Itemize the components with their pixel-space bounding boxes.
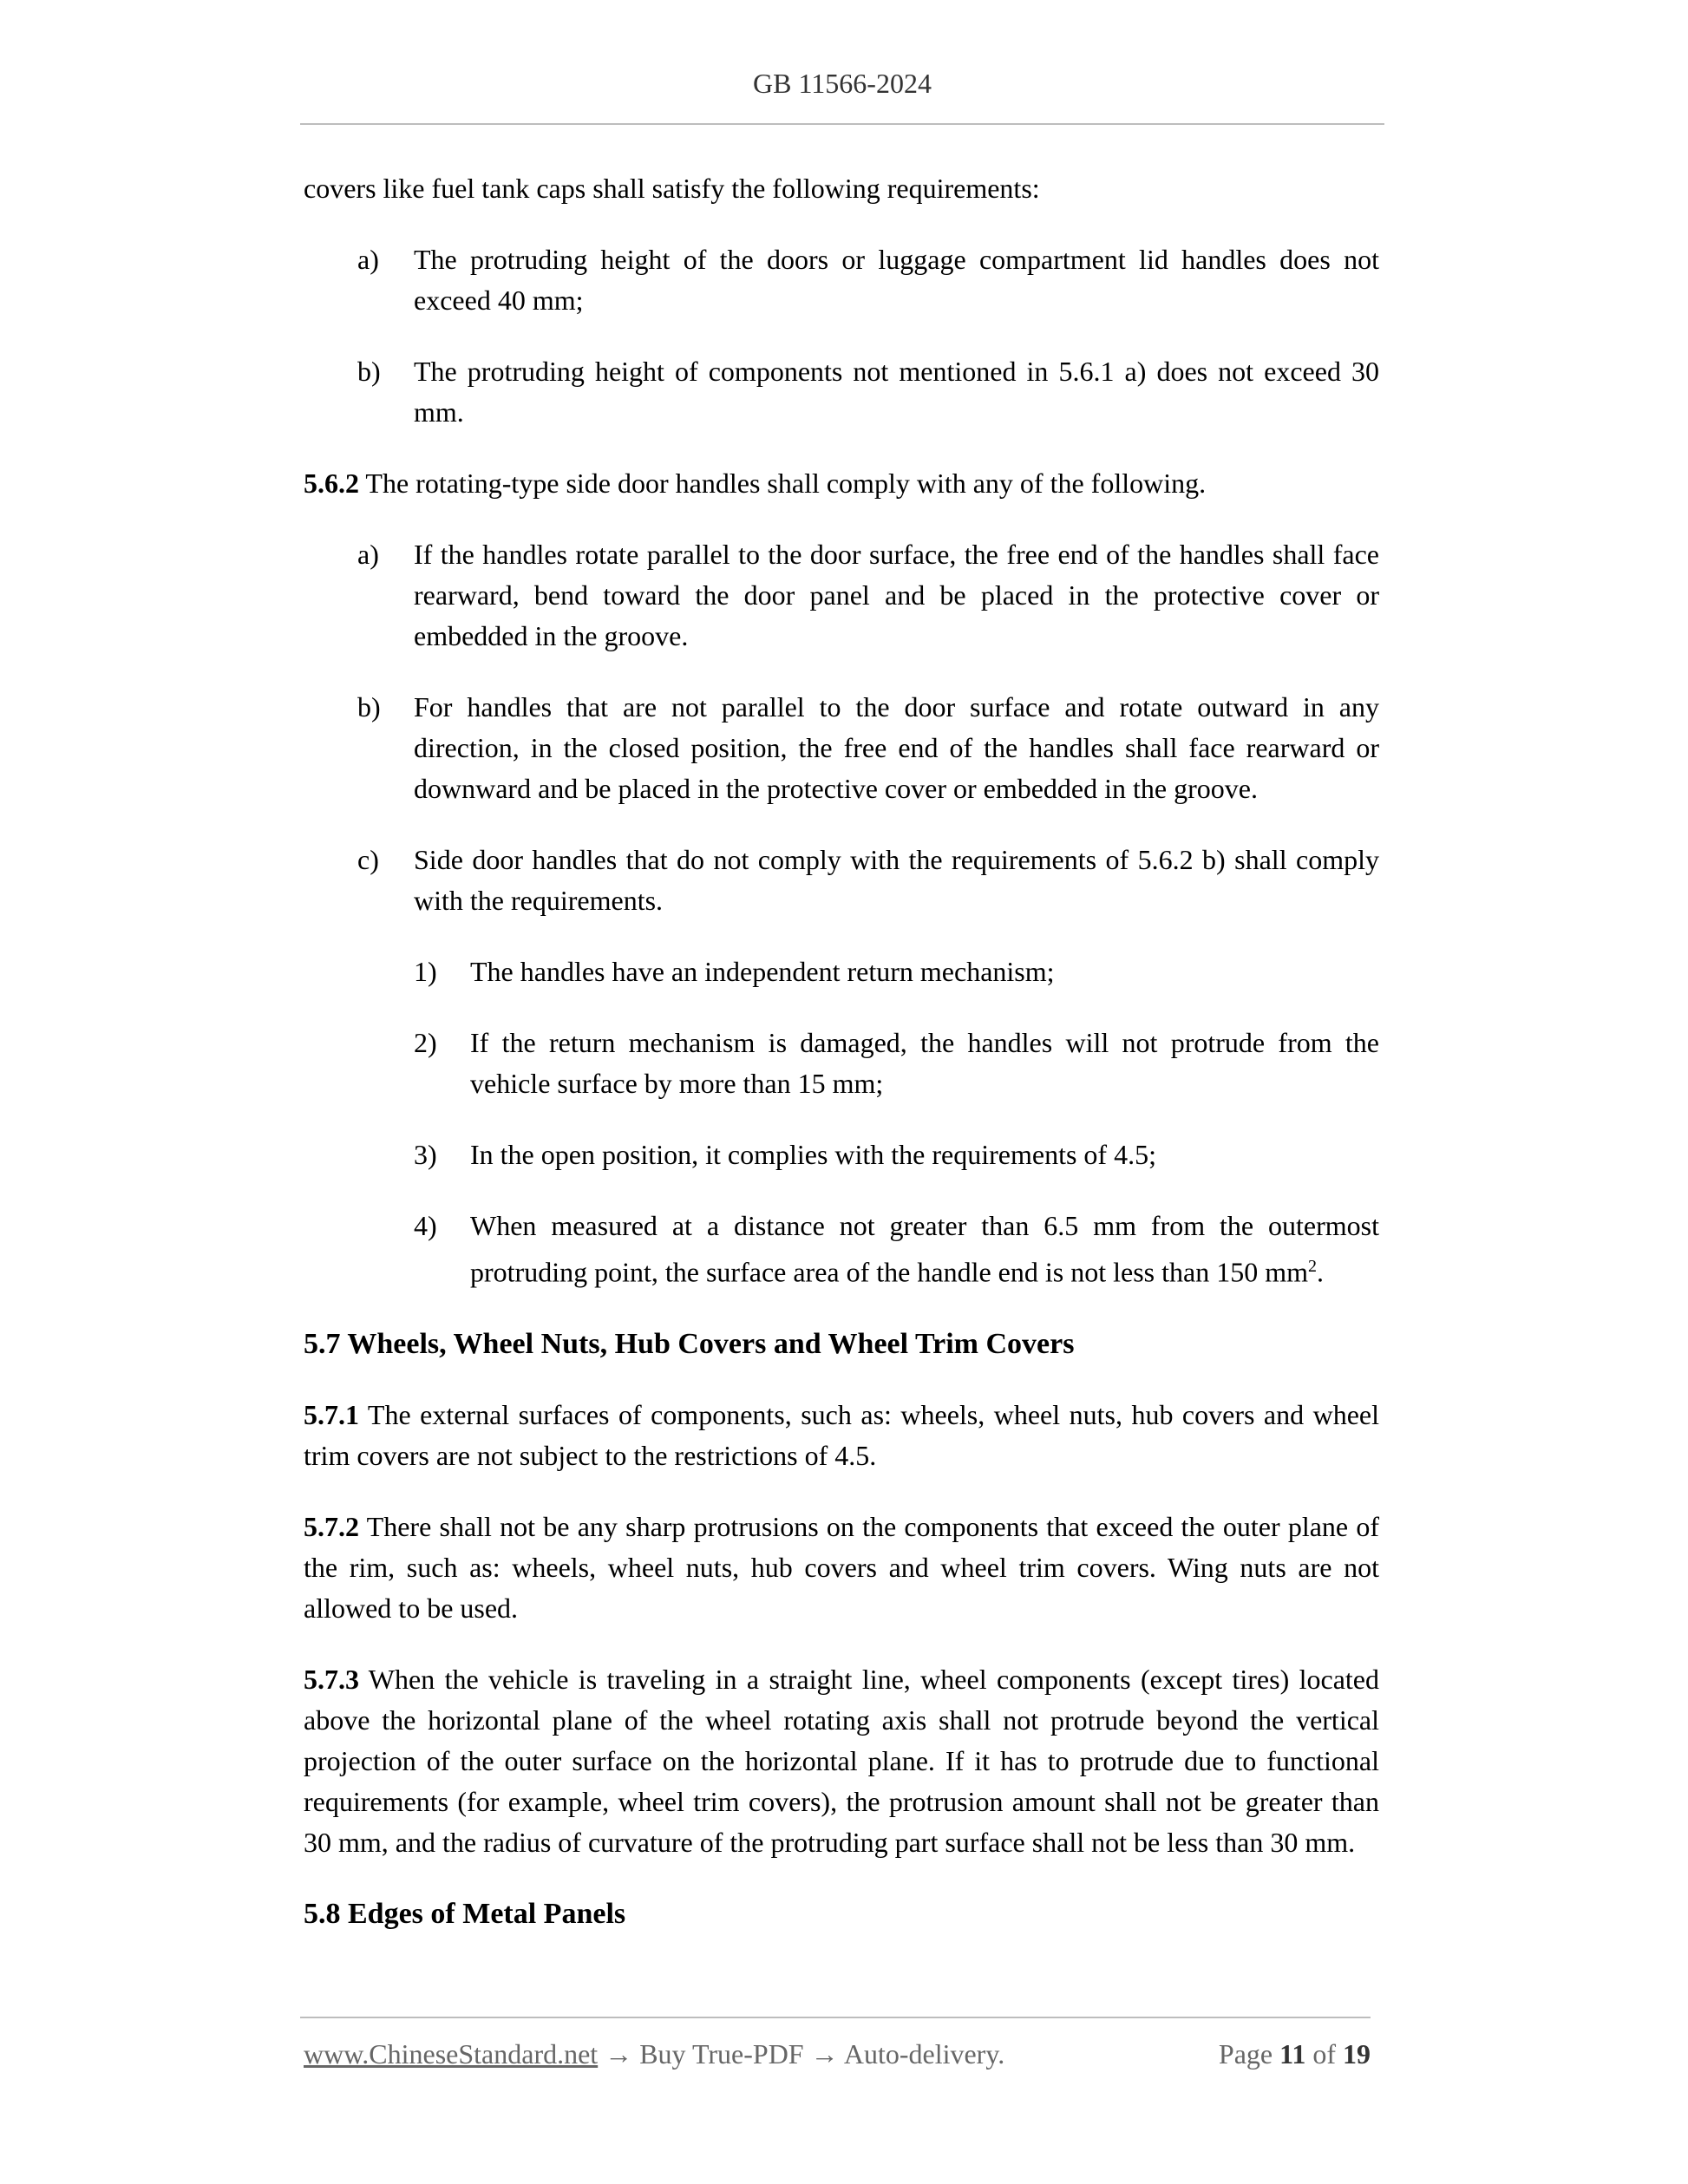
- list-marker: b): [357, 356, 381, 387]
- clause-5-6-2: [304, 463, 1379, 504]
- page-indicator: [1219, 2038, 1371, 2070]
- list-item-562-a: [357, 534, 1379, 657]
- website-link[interactable]: www.ChineseStandard.net: [304, 2038, 599, 2070]
- list-item-text: If the handles rotate parallel to the door surface, the free end of the handles shall face rearward, bend toward the door panel and be placed in the protective cover or embedded in the groove.: [414, 539, 1379, 651]
- footer-promo: [304, 2038, 1004, 2070]
- list-marker: 1): [414, 956, 437, 987]
- sublist-item-4: [414, 1206, 1379, 1293]
- clause-number: 5.7.1: [304, 1398, 359, 1430]
- sublist-item-3: [414, 1135, 1379, 1175]
- list-item-562-c: [357, 840, 1379, 921]
- list-marker: a): [357, 244, 379, 275]
- auto-delivery-text: Auto-delivery.: [843, 2038, 1005, 2070]
- sublist-item-2: [414, 1023, 1379, 1104]
- clause-5-7-1: [304, 1395, 1379, 1476]
- list-marker: 4): [414, 1210, 437, 1241]
- superscript-exponent: 2: [1307, 1257, 1317, 1276]
- clause-text: The rotating-type side door handles shall comply with any of the following.: [365, 468, 1207, 499]
- arrow-right-icon: →: [810, 2038, 839, 2070]
- clause-number: 5.7.2: [304, 1510, 359, 1542]
- list-item-text: For handles that are not parallel to the door surface and rotate outward in any direction, in the closed position, the free end of the handles shall face rearward or downward and be placed in the protective cover or embedded in the groove.: [414, 691, 1379, 804]
- clause-number: 5.7.3: [304, 1663, 359, 1695]
- page-footer: [304, 2038, 1371, 2070]
- list-item-text: The handles have an independent return mechanism;: [470, 956, 1055, 987]
- list-marker: a): [357, 539, 379, 570]
- page-of-label: of: [1312, 2038, 1336, 2070]
- list-item-text-end: .: [1316, 1256, 1324, 1288]
- list-item-561-a: [357, 239, 1379, 321]
- arrow-right-icon: →: [605, 2038, 633, 2070]
- clause-5-7-2: [304, 1507, 1379, 1629]
- footer-divider: [300, 2017, 1371, 2018]
- section-heading-5-7: 5.7 Wheels, Wheel Nuts, Hub Covers and Wheel Trim Covers: [304, 1327, 1075, 1360]
- list-item-561-b: [357, 351, 1379, 433]
- list-marker: c): [357, 844, 379, 875]
- running-header: GB 11566-2024: [753, 68, 932, 99]
- list-item-text: In the open position, it complies with the requirements of 4.5;: [470, 1139, 1156, 1170]
- page-body: [304, 168, 1379, 1965]
- clause-number: 5.6.2: [304, 468, 359, 499]
- list-marker: 2): [414, 1027, 437, 1058]
- section-heading-5-8: 5.8 Edges of Metal Panels: [304, 1897, 626, 1930]
- page-label: Page: [1218, 2038, 1273, 2070]
- sublist-item-1: [414, 951, 1379, 992]
- list-marker: 3): [414, 1139, 437, 1170]
- list-item-text: [470, 1206, 1379, 1293]
- clause-text: There shall not be any sharp protrusions on the components that exceed the outer plane of the rim, such as: wheels, wheel nuts, hub covers and wheel trim covers. Wing nuts are not allowed to be used.: [304, 1510, 1380, 1624]
- list-item-562-b: [357, 687, 1379, 809]
- buy-pdf-text: Buy True-PDF: [639, 2038, 804, 2070]
- list-item-text: The protruding height of components not mentioned in 5.6.1 a) does not exceed 30 mm.: [414, 356, 1379, 428]
- page-total: 19: [1343, 2038, 1371, 2070]
- page-current: 11: [1279, 2038, 1306, 2070]
- list-item-text: Side door handles that do not comply with the requirements of 5.6.2 b) shall comply with the requirements.: [414, 844, 1379, 916]
- clause-text: When the vehicle is traveling in a straight line, wheel components (except tires) located above the horizontal plane of the wheel rotating axis shall not protrude beyond the vertical projection of the outer surface on the horizontal plane. If it has to protrude due to functional requirements (for example, wheel trim covers), the protrusion amount shall not be greater than 30 mm, and the radius of curvature of the protruding part surface shall not be less than 30 mm.: [304, 1663, 1380, 1858]
- list-marker: b): [357, 691, 381, 723]
- list-item-text: If the return mechanism is damaged, the handles will not protrude from the vehicle surface by more than 15 mm;: [470, 1027, 1379, 1099]
- intro-paragraph: covers like fuel tank caps shall satisfy the following requirements:: [304, 173, 1040, 204]
- list-item-text: The protruding height of the doors or luggage compartment lid handles does not exceed 40 mm;: [414, 244, 1379, 316]
- clause-text: The external surfaces of components, such as: wheels, wheel nuts, hub covers and wheel trim covers are not subject to the restrictions of 4.5.: [304, 1398, 1380, 1471]
- header-divider: [300, 123, 1384, 125]
- list-item-text-main: When measured at a distance not greater than 6.5 mm from the outermost protruding point, the surface area of the handle end is not less than 150 mm: [470, 1210, 1379, 1288]
- clause-5-7-3: [304, 1659, 1379, 1863]
